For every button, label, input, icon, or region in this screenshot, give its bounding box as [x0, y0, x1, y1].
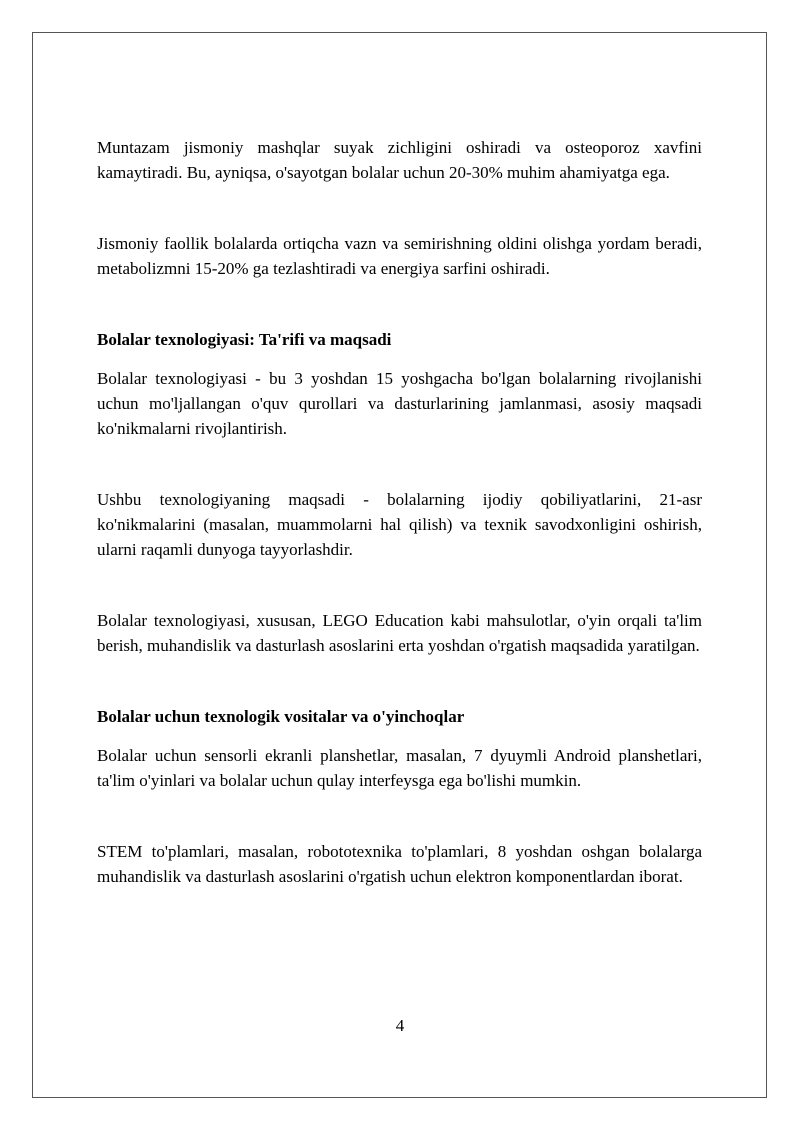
paragraph-technology-definition: Bolalar texnologiyasi - bu 3 yoshdan 15 yoshgacha bo'lgan bolalarning rivojlanishi uchun mo'ljallangan o'quv qurollari va dasturlarining jamlanmasi, asosiy maqsadi ko'nikmalarni rivojlantirish. [97, 369, 702, 438]
paragraph-bone-density: Muntazam jismoniy mashqlar suyak zichligini oshiradi va osteoporoz xavfini kamaytiradi. Bu, ayniqsa, o'sayotgan bolalar uchun 20-30% muhim ahamiyatga ega. [97, 138, 702, 182]
paragraph-physical-activity: Jismoniy faollik bolalarda ortiqcha vazn va semirishning oldini olishga yordam beradi, metabolizmni 15-20% ga tezlashtiradi va energiya sarfini oshiradi. [97, 234, 702, 278]
paragraph-lego-education: Bolalar texnologiyasi, xususan, LEGO Education kabi mahsulotlar, o'yin orqali ta'lim berish, muhandislik va dasturlash asoslarini erta yoshdan o'rgatish maqsadida yaratilgan. [97, 611, 702, 655]
document-body [97, 135, 702, 889]
page-number: 4 [395, 1016, 405, 1035]
paragraph-stem-kits: STEM to'plamlari, masalan, robototexnika to'plamlari, 8 yoshdan oshgan bolalarga muhandislik va dasturlash asoslarini o'rgatish uchun elektron komponentlardan iborat. [97, 842, 702, 886]
section-heading-tools-and-toys: Bolalar uchun texnologik vositalar va o'yinchoqlar [97, 707, 465, 726]
paragraph-tablets: Bolalar uchun sensorli ekranli planshetlar, masalan, 7 dyuymli Android planshetlari, ta'lim o'yinlari va bolalar uchun qulay interfeysga ega bo'lishi mumkin. [97, 746, 702, 790]
paragraph-technology-purpose: Ushbu texnologiyaning maqsadi - bolalarning ijodiy qobiliyatlarini, 21-asr ko'nikmalarini (masalan, muammolarni hal qilish) va texnik savodxonligini oshirish, ularni raqamli dunyoga tayyorlashdir. [97, 490, 702, 559]
section-heading-children-technology: Bolalar texnologiyasi: Ta'rifi va maqsadi [97, 330, 392, 349]
